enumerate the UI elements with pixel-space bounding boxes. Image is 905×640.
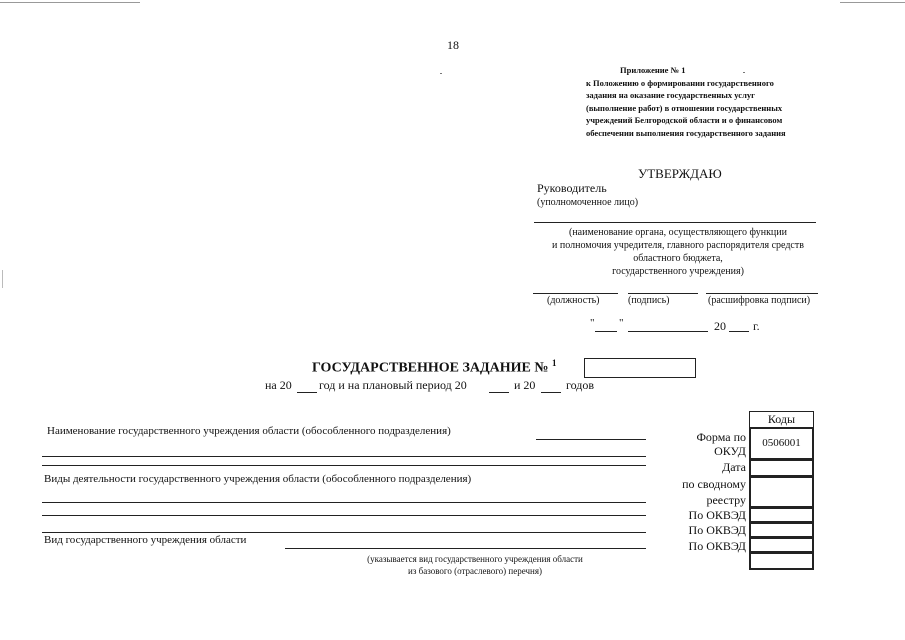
scan-mark xyxy=(0,2,140,3)
scan-dot xyxy=(743,72,745,73)
okud-code-cell[interactable] xyxy=(749,427,814,460)
approval-heading: УТВЕРЖДАЮ xyxy=(638,166,722,181)
institution-name-label: Наименование государственного учреждения области (обособленного подразделения) xyxy=(47,425,451,437)
okud-label: Форма по ОКУД xyxy=(696,430,746,458)
date-month-line xyxy=(628,331,708,332)
institution-type-note-line: (указывается вид государственного учреждения области xyxy=(367,554,583,564)
position-label: (должность) xyxy=(547,295,600,306)
date-year-prefix: 20 xyxy=(714,319,726,333)
institution-type-note-line: из базового (отраслевого) перечня) xyxy=(408,566,542,576)
okved-label: По ОКВЭД xyxy=(688,523,746,537)
authority-line: областного бюджета, xyxy=(633,253,723,264)
period-p3: и 20 xyxy=(514,378,536,392)
scan-mark xyxy=(840,2,905,3)
page-title xyxy=(312,358,556,377)
period-blank-2 xyxy=(489,392,509,393)
scan-mark xyxy=(2,270,3,288)
signature-label: (подпись) xyxy=(628,295,670,306)
appendix-line: задания на оказание государственных услуг xyxy=(586,90,755,100)
appendix-line: учреждений Белгородской области и о финансовом xyxy=(586,115,783,125)
authority-block xyxy=(528,226,828,278)
date-quote-open: " xyxy=(590,317,595,329)
field-line xyxy=(42,532,646,533)
registry-code-cell[interactable] xyxy=(749,476,814,508)
period-p4: годов xyxy=(566,378,595,392)
field-line xyxy=(42,515,646,516)
appendix-line: обеспечении выполнения государственного задания xyxy=(586,127,786,138)
field-line xyxy=(42,465,646,466)
institution-name-line xyxy=(536,439,646,440)
field-line xyxy=(42,502,646,503)
date-code-cell[interactable] xyxy=(749,459,814,477)
appendix-line: (выполнение работ) в отношении государственных xyxy=(586,102,783,113)
period-p2: год и на плановый период 20 xyxy=(319,378,467,392)
okved-label: По ОКВЭД xyxy=(688,508,746,522)
activity-types-label: Виды деятельности государственного учреждения области (обособленного подразделения) xyxy=(44,473,472,485)
period-p1: на 20 xyxy=(265,378,292,392)
period-blank-3 xyxy=(541,392,561,393)
signature-line xyxy=(628,293,698,294)
scan-dot xyxy=(440,73,442,74)
institution-type-note xyxy=(340,553,610,577)
authority-line: и полномочия учредителя, главного распорядителя средств xyxy=(552,240,804,251)
date-year-suffix: г. xyxy=(753,319,760,333)
date-quote-close: " xyxy=(619,317,624,329)
footnote-marker: 1 xyxy=(551,358,557,368)
codes-table xyxy=(749,411,814,571)
codes-header: Коды xyxy=(749,411,814,428)
page-number: 18 xyxy=(447,38,459,52)
approval-role: Руководитель xyxy=(537,181,607,195)
okved-label: По ОКВЭД xyxy=(688,539,746,553)
institution-type-label: Вид государственного учреждения области xyxy=(44,534,247,546)
period-blank-1 xyxy=(297,392,317,393)
appendix-title: Приложение № 1 xyxy=(620,65,686,75)
okud-code-value: 0506001 xyxy=(762,437,801,449)
authority-line: (наименование органа, осуществляющего функции xyxy=(569,227,787,238)
date-year-line xyxy=(729,331,749,332)
appendix-block xyxy=(586,64,826,139)
okved-code-cell[interactable] xyxy=(749,522,814,538)
approval-role-note: (уполномоченное лицо) xyxy=(537,197,639,208)
field-line xyxy=(42,456,646,457)
okved-code-cell[interactable] xyxy=(749,552,814,570)
authority-line: государственного учреждения) xyxy=(612,266,744,277)
decryption-line xyxy=(706,293,818,294)
authority-underline xyxy=(534,222,816,223)
page-title-text: ГОСУДАРСТВЕННОЕ ЗАДАНИЕ № xyxy=(312,360,549,376)
okved-code-cell[interactable] xyxy=(749,507,814,523)
decryption-label: (расшифровка подписи) xyxy=(708,295,811,306)
institution-type-line xyxy=(285,548,646,549)
date-day-line xyxy=(595,331,617,332)
appendix-line: к Положению о формировании государственного xyxy=(586,77,774,88)
task-number-box[interactable] xyxy=(584,358,696,378)
position-line xyxy=(533,293,618,294)
date-label: Дата xyxy=(722,460,746,474)
okved-code-cell[interactable] xyxy=(749,537,814,553)
registry-label: по сводному реестру xyxy=(682,477,746,507)
